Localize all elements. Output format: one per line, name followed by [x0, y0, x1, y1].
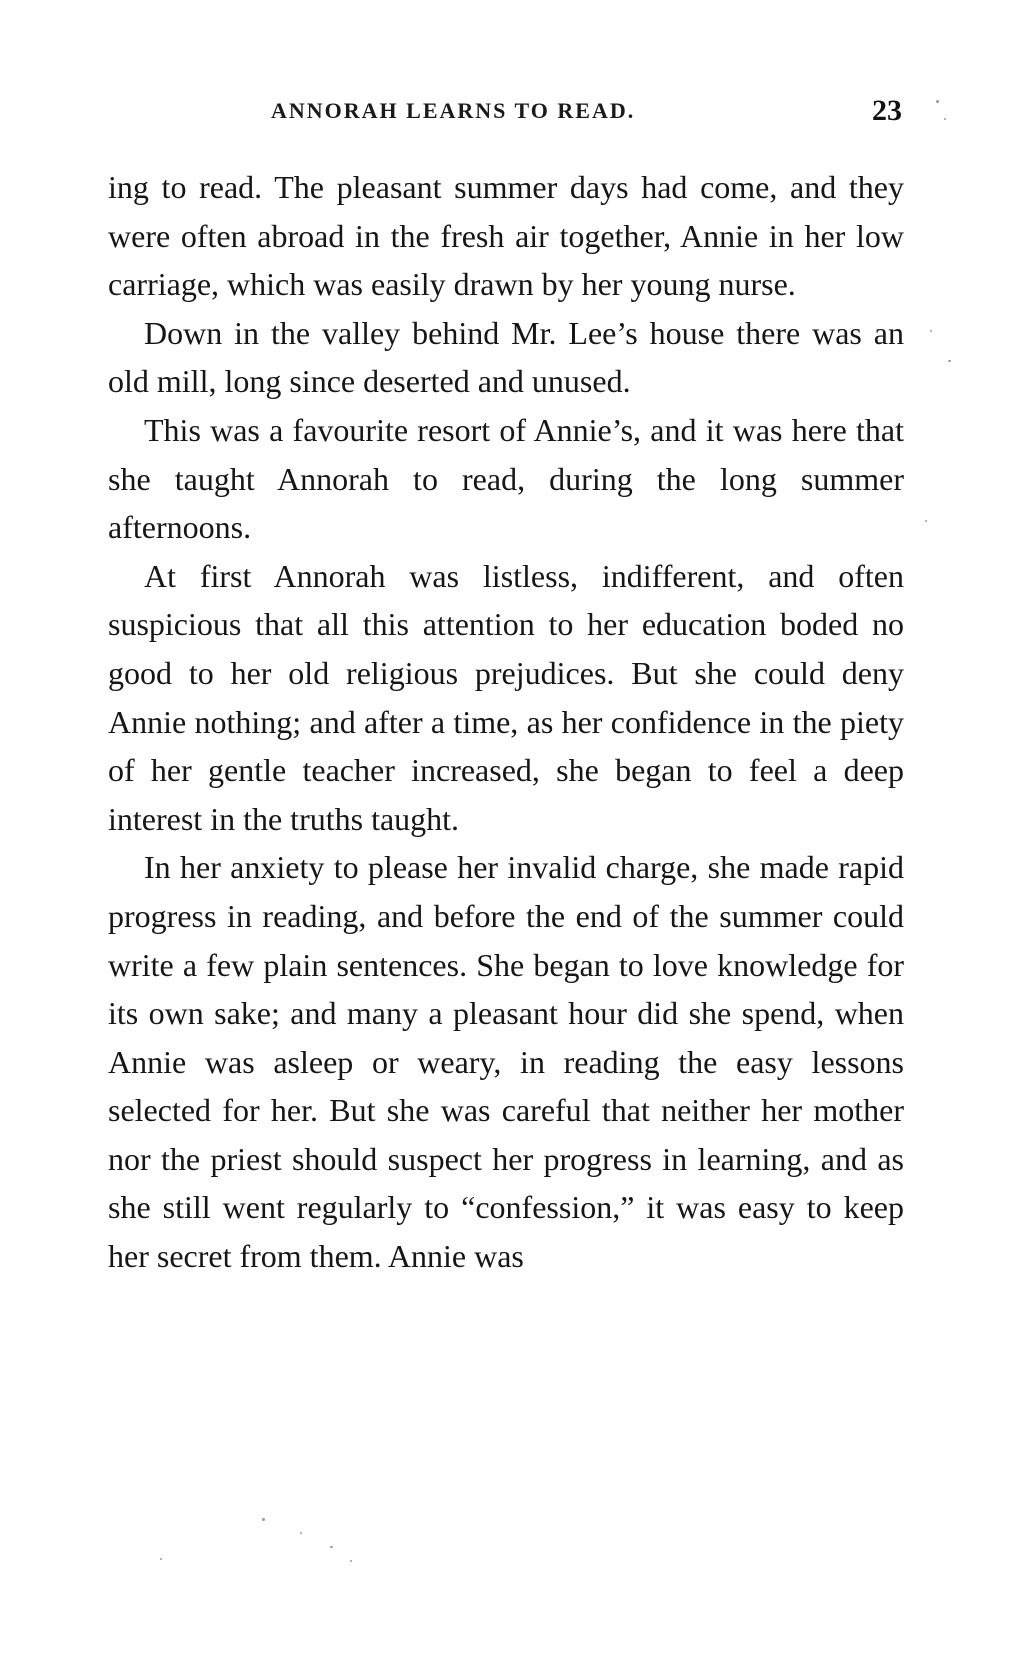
running-head — [108, 94, 904, 134]
paragraph-5: In her anxiety to please her invalid charge, she made rapid progress in reading, and before the end of the summer could write a few plain sentences. She began to love knowledge for its own sake; and many a pleasant hour did she spend, when Annie was asleep or weary, in reading the easy lessons selected for her. But she was careful that neither her mother nor the priest should suspect her progress in learning, and as she still went regularly to “confession,” it was easy to keep her secret from them. Annie was — [108, 849, 904, 1275]
paragraph-1: ing to read. The pleasant summer days had come, and they were often abroad in the fresh air together, Annie in her low carriage, which was easily drawn by her young nurse. — [108, 169, 904, 303]
page-number: 23 — [872, 94, 902, 127]
running-title: ANNORAH LEARNS TO READ. — [271, 98, 636, 123]
paragraph-2: Down in the valley behind Mr. Lee’s house there was an old mill, long since deserted and unused. — [108, 314, 904, 400]
body-text — [108, 163, 904, 1281]
paragraph-3: This was a favourite resort of Annie’s, and it was here that she taught Annorah to read, during the long summer afternoons. — [108, 411, 904, 546]
paragraph-4: At first Annorah was listless, indifferent, and often suspicious that all this attention to her education boded no good to her old religious prejudices. But she could deny Annie nothing; and after a time, as her confidence in the piety of her gentle teacher increased, she began to feel a deep interest in the truths taught. — [108, 557, 904, 837]
